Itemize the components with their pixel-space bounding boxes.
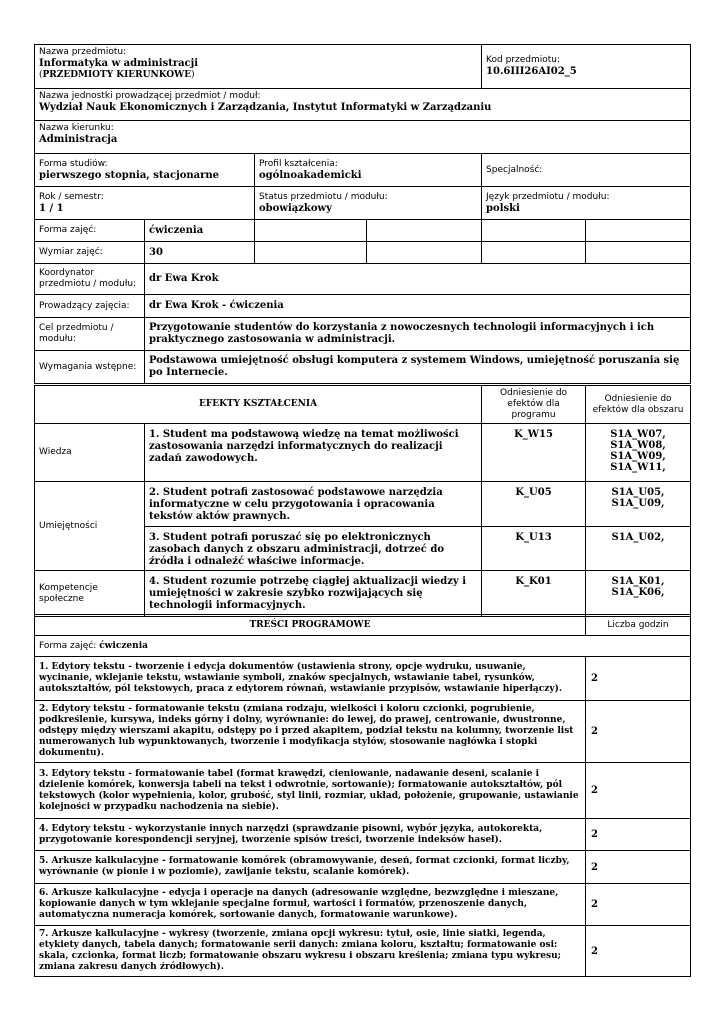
empty-cell	[255, 242, 367, 264]
effect-text: 1. Student ma podstawową wiedzę na temat możliwości zastosowania narzędzi informatycznych do realizacji zadań zawodowych.	[145, 424, 482, 482]
direction-value: Administracja	[39, 134, 118, 145]
program-row: 1. Edytory tekstu - tworzenie i edycja dokumentów (ustawienia strony, opcje wydruku, usuwanie, wycinanie, wklejanie tekstu, wstawianie symboli, znaków specjalnych, wstawianie tabel, rysunków, autokształtów, pól tekstowych, praca z edytorem równań, wstawianie przypisów, wstawianie hiperłączy).	[35, 657, 586, 701]
area-code: S1A_U09,	[611, 498, 665, 509]
empty-cell	[482, 242, 586, 264]
year-label: Rok / semestr:	[39, 191, 104, 202]
effect-area-ref	[586, 571, 691, 617]
profile-value: ogólnoakademicki	[259, 169, 362, 181]
area-code: S1A_W11,	[610, 462, 666, 473]
status-label: Status przedmiotu / modułu:	[259, 191, 388, 202]
ref-area-header: Odniesienie do efektów dla obszaru	[586, 386, 691, 424]
profile-cell	[255, 154, 482, 187]
program-form-prefix: Forma zajęć:	[39, 640, 97, 651]
year-cell	[35, 187, 255, 220]
effects-header: EFEKTY KSZTAŁCENIA	[35, 386, 482, 424]
program-row: 6. Arkusze kalkulacyjne - edycja i operacje na danych (adresowanie względne, bezwzględne i mieszane, kopiowanie danych w tym wklejanie specjalne formuł, wartości i formatów, przenoszenie danych, automatyczna numeracja komórek, sortowanie danych, formatowanie warunkowe).	[35, 884, 586, 926]
code-cell	[482, 45, 691, 89]
area-code: S1A_U02,	[611, 532, 665, 543]
program-row-hours: 2	[586, 926, 691, 977]
effect-text: 2. Student potrafi zastosować podstawowe narzędzia informatyczne w celu przygotowania i opracowania tekstów aktów prawnych.	[145, 482, 482, 527]
direction-cell	[35, 121, 691, 154]
program-row-hours: 2	[586, 701, 691, 763]
unit-value: Wydział Nauk Ekonomicznych i Zarządzania, Instytut Informatyki w Zarządzaniu	[39, 102, 492, 113]
direction-label: Nazwa kierunku:	[39, 123, 114, 133]
teacher-label: Prowadzący zajęcia:	[35, 295, 145, 318]
status-cell	[255, 187, 482, 220]
subject-group-wrap: (PRZEDMIOTY KIERUNKOWE)	[39, 70, 195, 80]
coordinator-label: Koordynator przedmiotu / modułu:	[35, 264, 145, 295]
empty-cell	[586, 242, 691, 264]
code-label: Kod przedmiotu:	[486, 55, 560, 65]
year-value: 1 / 1	[39, 202, 64, 214]
effect-program-ref: K_U13	[482, 527, 586, 571]
program-form-value: ćwiczenia	[99, 640, 148, 651]
program-row-hours: 2	[586, 884, 691, 926]
language-value: polski	[486, 202, 520, 214]
program-table	[34, 614, 691, 977]
effect-group-skills: Umiejętności	[35, 482, 145, 571]
subject-group: PRZEDMIOTY KIERUNKOWE	[42, 70, 192, 80]
area-code: S1A_W09,	[610, 451, 666, 462]
unit-label: Nazwa jednostki prowadzącej przedmiot / moduł:	[39, 91, 261, 101]
area-code: S1A_U05,	[611, 487, 665, 498]
effect-program-ref: K_U05	[482, 482, 586, 527]
program-row-hours: 2	[586, 851, 691, 884]
coordinator-value: dr Ewa Krok	[145, 264, 691, 295]
effect-text: 3. Student potrafi poruszać się po elektronicznych zasobach danych z obszaru administracji, dotrzeć do źródła i odnaleźć właściwe informacje.	[145, 527, 482, 571]
study-form-cell	[35, 154, 255, 187]
empty-cell	[367, 220, 482, 242]
code-value: 10.6III26AI02_5	[486, 66, 577, 77]
goal-value: Przygotowanie studentów do korzystania z nowoczesnych technologii informacyjnych i ich praktycznego zastosowania w administracji.	[145, 318, 691, 351]
program-form-row	[35, 636, 691, 657]
effect-program-ref: K_W15	[482, 424, 586, 482]
ref-program-header: Odniesienie do efektów dla programu	[482, 386, 586, 424]
effect-text: 4. Student rozumie potrzebę ciągłej aktualizacji wiedzy i umiejętności w zakresie szybko rozwijających się technologii informacyjnych.	[145, 571, 482, 617]
program-row: 7. Arkusze kalkulacyjne - wykresy (tworzenie, zmiana opcji wykresu: tytuł, osie, linie siatki, legenda, etykiety danych, tabela danych; formatowanie serii danych: zmiana koloru, kształtu; formatowanie osi: skala, czcionka, format liczb; formatowanie obszaru wykresu i obszaru kreślenia; zmiana typu wykresu; zmiana zakresu danych źródłowych).	[35, 926, 586, 977]
empty-cell	[367, 242, 482, 264]
empty-cell	[255, 220, 367, 242]
program-header: TREŚCI PROGRAMOWE	[35, 615, 586, 636]
subject-label: Nazwa przedmiotu:	[39, 47, 127, 57]
area-code: S1A_W07,	[610, 429, 666, 440]
specialty-cell	[482, 154, 691, 187]
hours-header: Liczba godzin	[586, 615, 691, 636]
effects-table	[34, 385, 691, 617]
class-form-label: Forma zajęć:	[35, 220, 145, 242]
area-code: S1A_K01,	[611, 576, 665, 587]
requirements-value: Podstawowa umiejętność obsługi komputera z systemem Windows, umiejętność poruszania się po Internecie.	[145, 351, 691, 384]
language-label: Język przedmiotu / modułu:	[486, 191, 610, 202]
requirements-label: Wymagania wstępne:	[35, 351, 145, 384]
empty-cell	[482, 220, 586, 242]
subject-cell	[35, 45, 482, 89]
goal-label: Cel przedmiotu / modułu:	[35, 318, 145, 351]
study-form-value: pierwszego stopnia, stacjonarne	[39, 169, 220, 181]
program-row-hours: 2	[586, 763, 691, 819]
empty-cell	[586, 220, 691, 242]
teacher-value: dr Ewa Krok - ćwiczenia	[145, 295, 691, 318]
class-form-value: ćwiczenia	[145, 220, 255, 242]
language-cell	[482, 187, 691, 220]
effect-area-ref	[586, 527, 691, 571]
class-hours-value: 30	[145, 242, 255, 264]
study-form-label: Forma studiów:	[39, 158, 108, 169]
area-code: S1A_K06,	[611, 587, 665, 598]
program-row: 4. Edytory tekstu - wykorzystanie innych narzędzi (sprawdzanie pisowni, wybór języka, autokorekta, przygotowanie korespondencji seryjnej, tworzenie spisów treści, tworzenie indeksów haseł).	[35, 819, 586, 851]
program-row: 5. Arkusze kalkulacyjne - formatowanie komórek (obramowywanie, deseń, format czcionki, format liczby, wyrównanie (w pionie i w poziomie), zawijanie tekstu, scalanie komórek).	[35, 851, 586, 884]
class-hours-label: Wymiar zajęć:	[35, 242, 145, 264]
effect-group-knowledge: Wiedza	[35, 424, 145, 482]
specialty-label: Specjalność:	[486, 164, 543, 175]
profile-label: Profil kształcenia:	[259, 158, 338, 169]
effect-area-ref	[586, 482, 691, 527]
course-info-table	[34, 44, 691, 384]
effect-area-ref	[586, 424, 691, 482]
subject-name: Informatyka w administracji	[39, 58, 199, 69]
program-row-hours: 2	[586, 657, 691, 701]
unit-cell	[35, 89, 691, 121]
effect-group-social: Kompetencje społeczne	[35, 571, 145, 617]
program-row: 3. Edytory tekstu - formatowanie tabel (format krawędzi, cieniowanie, nadawanie deseni, scalanie i dzielenie komórek, konwersja tabeli na tekst i odwrotnie, sortowanie); formatowanie autokształtów, pól tekstowych (kolor wypełnienia, kolor, grubość, styl linii, rozmiar, układ, położenie, grupowanie, ustawianie kolejności w przypadku nachodzenia na siebie).	[35, 763, 586, 819]
area-code: S1A_W08,	[610, 440, 666, 451]
program-row: 2. Edytory tekstu - formatowanie tekstu (zmiana rodzaju, wielkości i koloru czcionki, pogrubienie, podkreślenie, kursywa, indeks górny i dolny, wyrównanie: do lewej, do prawej, centrowanie, dwustronne, odstępy między wierszami akapitu, odstępy po i przed akapitem, podział tekstu na kolumny, tworzenie list numerowanych lub wypunktowanych, tworzenie i modyfikacja stylów, stosowanie nagłówka i stopki dokumentu).	[35, 701, 586, 763]
effect-program-ref: K_K01	[482, 571, 586, 617]
status-value: obowiązkowy	[259, 202, 332, 214]
program-row-hours: 2	[586, 819, 691, 851]
